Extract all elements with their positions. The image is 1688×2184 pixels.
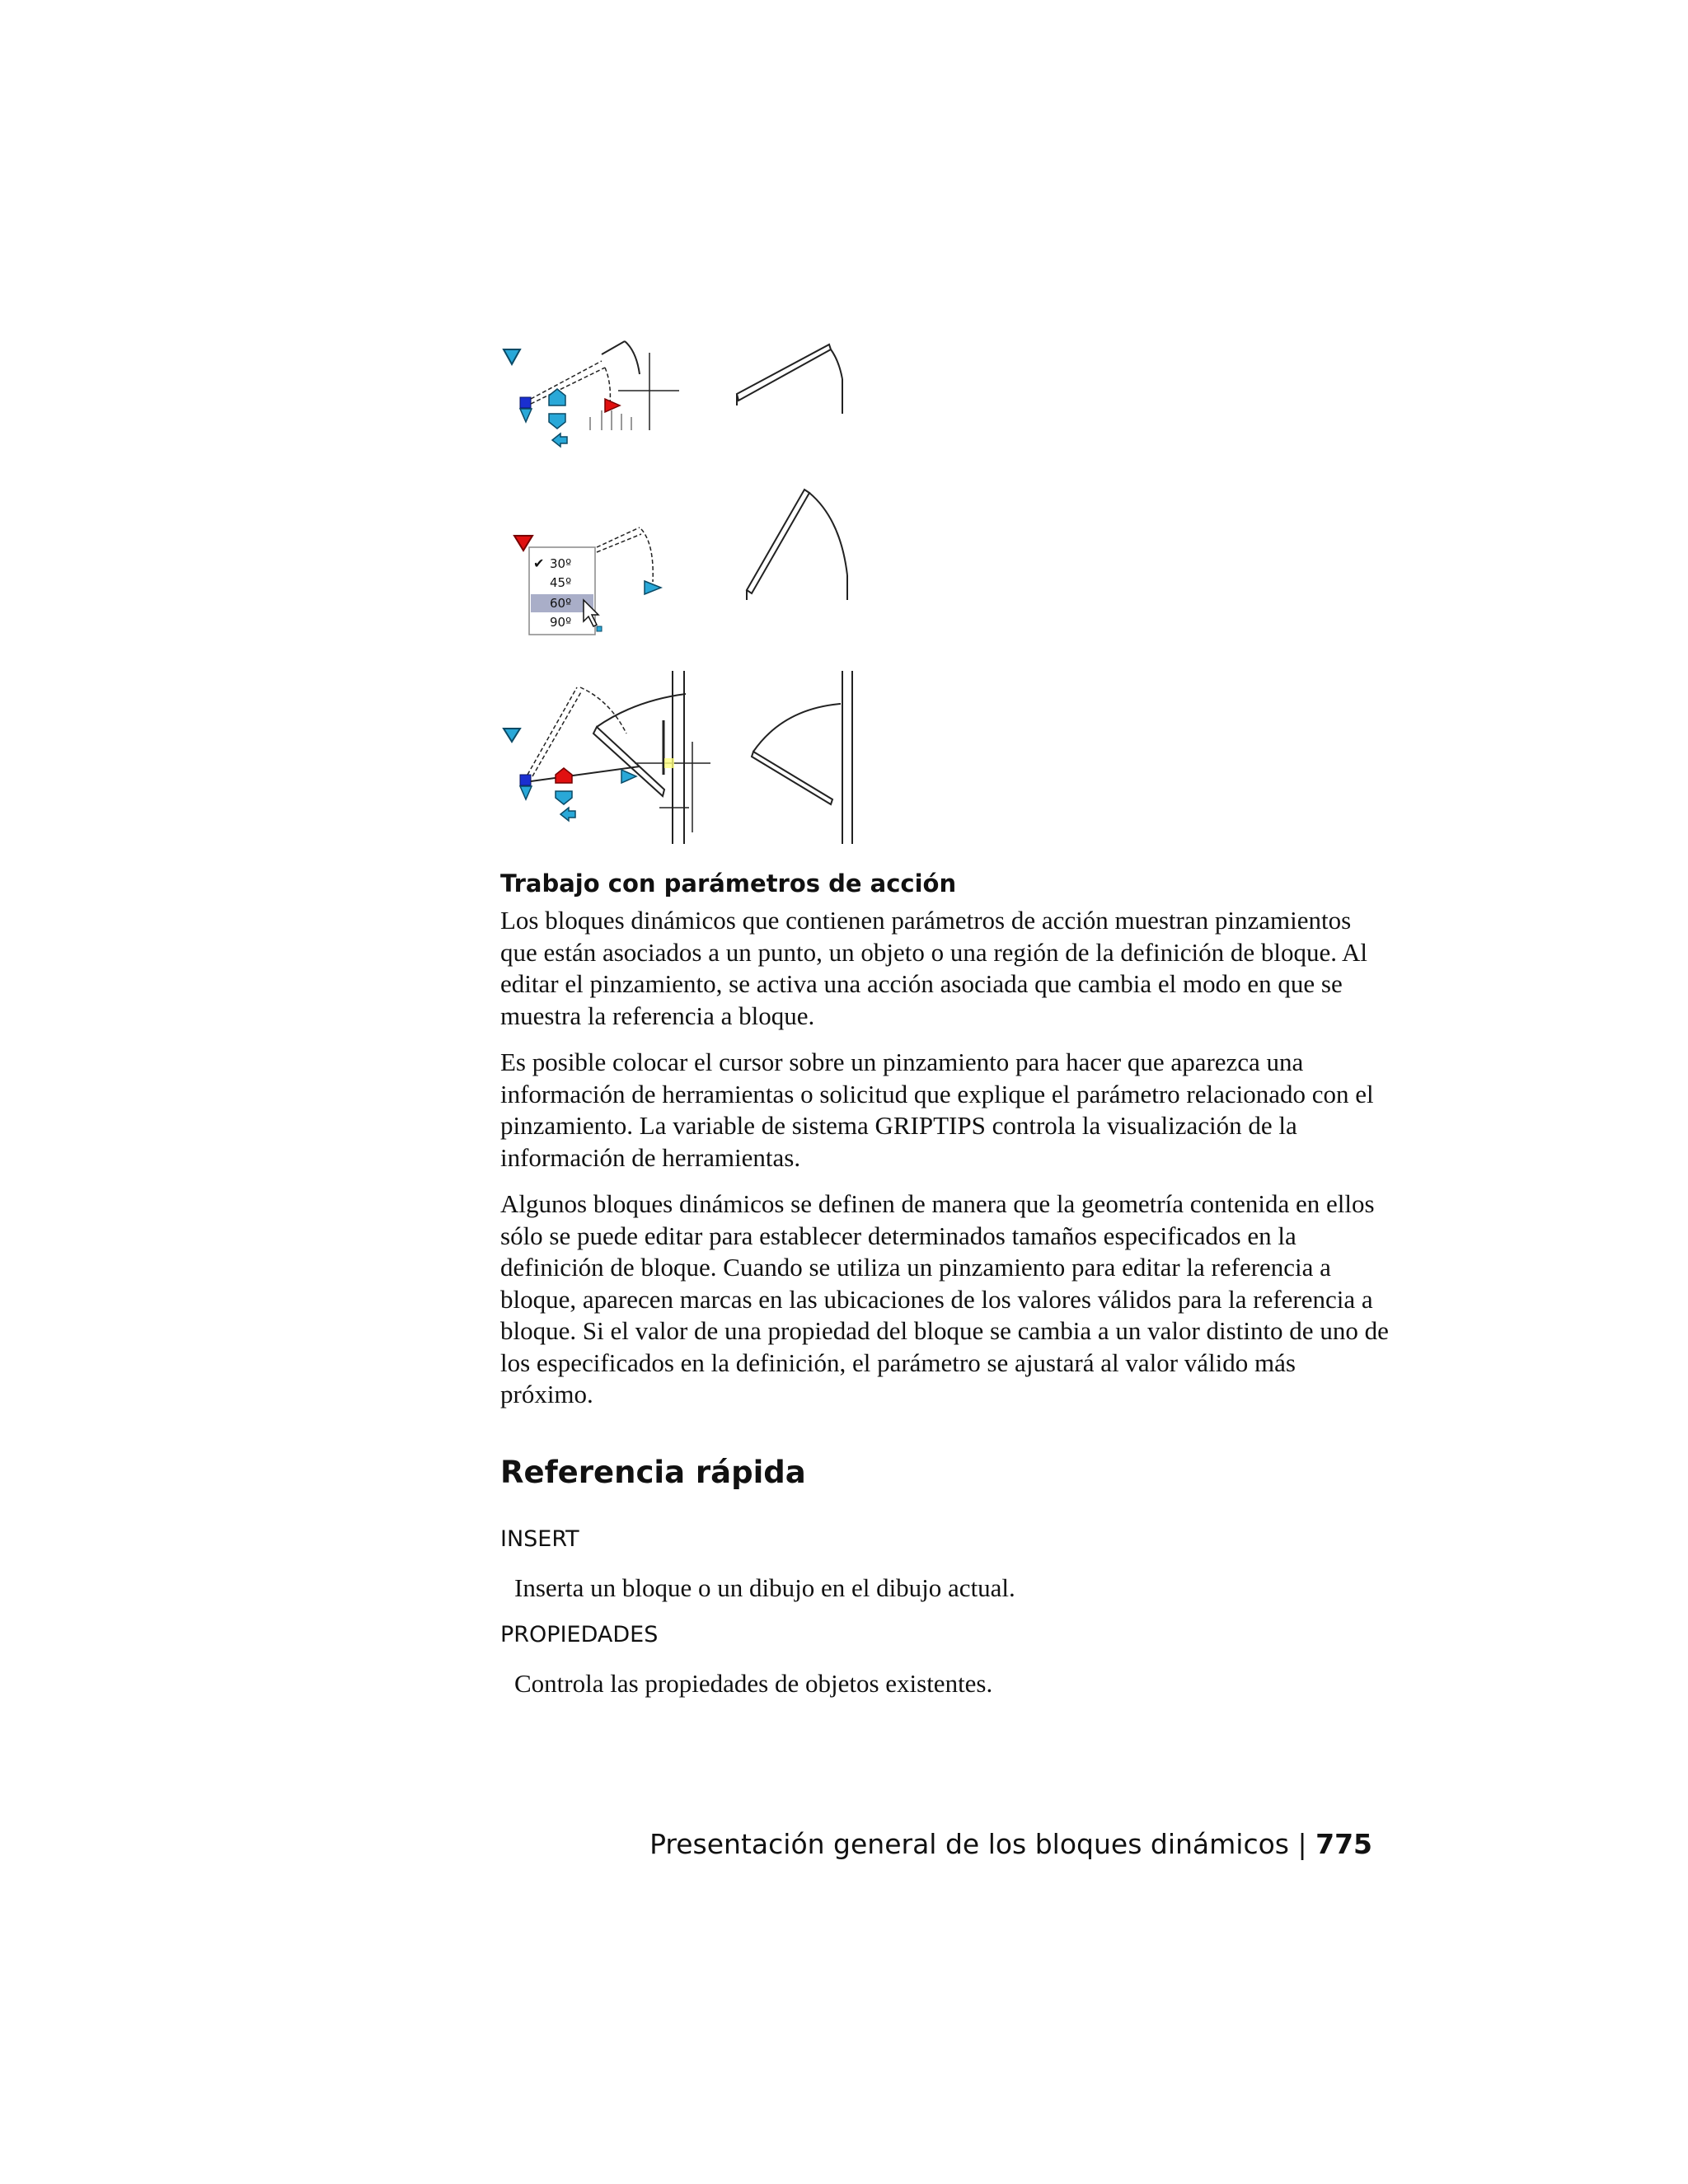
rotation-grip-icon	[621, 770, 636, 783]
flip-arrow-grip-icon	[560, 808, 575, 821]
rotation-grip-icon	[645, 581, 661, 594]
command-description: Inserta un bloque o un dibujo en el dibujo actual.	[514, 1573, 1015, 1602]
dynamic-block-figures	[495, 338, 890, 849]
page-number: 775	[1315, 1828, 1372, 1860]
base-point-grip-icon	[520, 775, 531, 785]
menu-item-90[interactable]: 90º	[550, 615, 572, 630]
stretch-grip-icon	[556, 768, 572, 783]
menu-item-30[interactable]: 30º	[550, 556, 572, 571]
figure-row3-result	[752, 671, 852, 844]
lookup-grip-icon	[504, 729, 520, 742]
section-heading: Trabajo con parámetros de acción	[500, 869, 957, 898]
footer-separator: |	[1297, 1828, 1307, 1860]
quick-reference-heading: Referencia rápida	[500, 1455, 806, 1490]
flip-arrow-grip-icon	[552, 434, 567, 447]
menu-item-45[interactable]: 45º	[550, 575, 572, 590]
command-link-propiedades[interactable]: PROPIEDADES	[500, 1622, 659, 1647]
stretch-grip-icon	[549, 389, 565, 405]
paragraph-2: Es posible colocar el cursor sobre un pinzamiento para hacer que aparezca una información de herramientas o solicitud que explique el parámetro relacionado con el pinzamiento. La variable de sistema GRIPTIPS controla la visualización de la información de herramientas.	[500, 1047, 1374, 1172]
figure-row3-grips	[504, 671, 710, 844]
command-link-insert[interactable]: INSERT	[500, 1526, 579, 1552]
lookup-grip-icon	[520, 409, 532, 422]
figure-row2-result	[747, 490, 847, 600]
stretch-grip-icon	[549, 414, 565, 429]
lookup-grip-icon	[520, 786, 532, 799]
menu-item-60[interactable]: 60º	[550, 596, 572, 611]
figure-row2-lookup-menu	[514, 527, 661, 635]
command-description: Controla las propiedades de objetos existentes.	[514, 1669, 993, 1698]
footer-title: Presentación general de los bloques dinámicos	[649, 1828, 1289, 1860]
rotation-grip-icon	[605, 399, 620, 412]
menu-check-icon: ✔	[533, 555, 545, 571]
page-footer	[649, 1828, 1372, 1860]
stretch-grip-icon	[556, 791, 572, 804]
lookup-grip-icon	[504, 349, 520, 364]
paragraph-1: Los bloques dinámicos que contienen parámetros de acción muestran pinzamientos que están asociados a un punto, un objeto o una región de la definición de bloque. Al editar el pinzamiento, se activa una acción asociada que cambia el modo en que se muestra la referencia a bloque.	[500, 906, 1368, 1030]
paragraph-3: Algunos bloques dinámicos se definen de manera que la geometría contenida en ellos sólo se puede editar para establecer determinados tamaños especificados en la definición de bloque. Cuando se utiliza un pinzamiento para editar la referencia a bloque, aparecen marcas en las ubicaciones de los valores válidos para la referencia a bloque. Si el valor de una propiedad del bloque se cambia a un valor distinto de uno de los especificados en la definición, el parámetro se ajustará al valor válido más próximo.	[500, 1189, 1389, 1408]
figure-row1-grips	[504, 341, 679, 447]
base-point-grip-icon	[520, 397, 531, 408]
figure-row1-result	[737, 344, 842, 414]
